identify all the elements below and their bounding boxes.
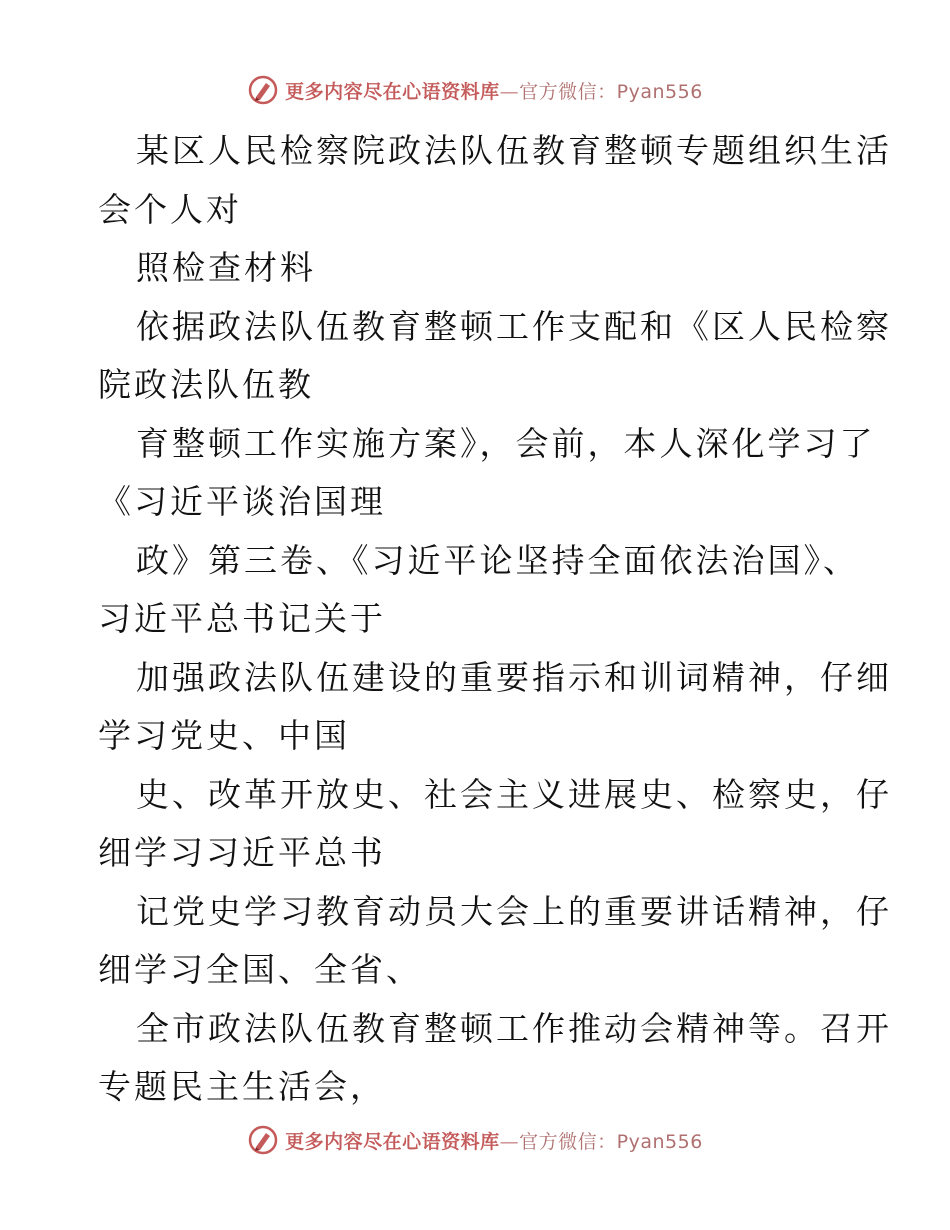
- text-line: 育整顿工作实施方案》，会前，本人深化学习了: [136, 423, 876, 463]
- pen-logo-icon: [247, 74, 279, 106]
- text-line: 加强政法队伍建设的重要指示和训词精神，仔细: [136, 657, 892, 697]
- text-line: 细学习全国、全省、: [98, 950, 422, 989]
- text-line: 史、改革开放史、社会主义进展史、检察史，仔: [136, 774, 892, 814]
- text-line: 某区人民检察院政法队伍教育整顿专题组织生活: [136, 131, 892, 170]
- text-line: 专题民主生活会，: [98, 1067, 386, 1106]
- text-line: 习近平总书记关于: [98, 599, 386, 638]
- document-body: [98, 122, 892, 1117]
- footer-watermark: [0, 1120, 950, 1160]
- watermark-account: 官方微信：Pyan556: [519, 1130, 703, 1153]
- watermark-separator: —: [499, 80, 520, 103]
- pen-logo-icon: [247, 1124, 279, 1156]
- watermark-text: [285, 77, 703, 104]
- text-line: 《习近平谈治国理: [98, 482, 386, 521]
- header-watermark: [0, 70, 950, 110]
- text-line: 学习党史、中国: [98, 716, 350, 755]
- watermark-account: 官方微信：Pyan556: [519, 80, 703, 103]
- text-line: 照检查材料: [136, 248, 316, 287]
- text-line: 政》第三卷、《习近平论坚持全面依法治国》、: [136, 540, 859, 580]
- watermark-brand: 更多内容尽在心语资料库: [285, 1130, 500, 1153]
- text-line: 会个人对: [98, 189, 242, 229]
- text-line: 细学习习近平总书: [98, 833, 386, 872]
- text-line: 全市政法队伍教育整顿工作推动会精神等。召开: [136, 1008, 892, 1048]
- text-line: 依据政法队伍教育整顿工作支配和《区人民检察: [136, 306, 892, 346]
- watermark-separator: —: [499, 1130, 520, 1153]
- text-line: 院政法队伍教: [98, 365, 314, 404]
- watermark-brand: 更多内容尽在心语资料库: [285, 80, 500, 103]
- text-line: 记党史学习教育动员大会上的重要讲话精神，仔: [136, 891, 892, 931]
- watermark-text: [285, 1127, 703, 1154]
